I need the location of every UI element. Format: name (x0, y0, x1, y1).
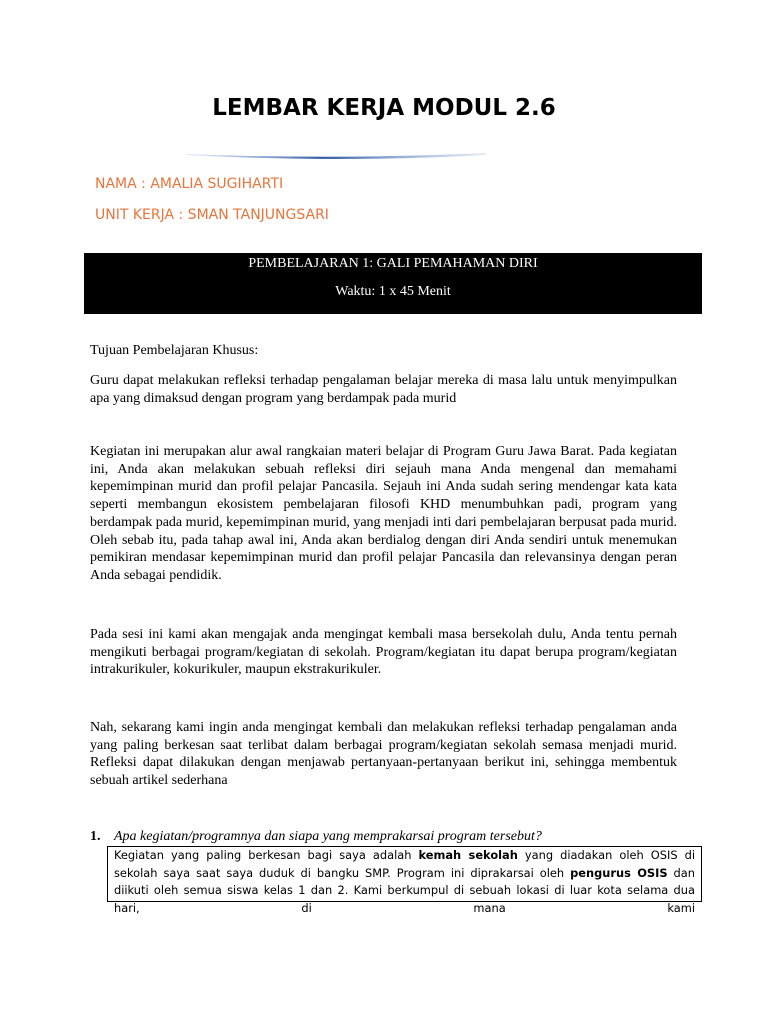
question-number: 1. (90, 829, 101, 844)
paragraph-session: Pada sesi ini kami akan mengajak anda mengingat kembali masa bersekolah dulu, Anda tentu pernah mengikuti berbagai program/kegiatan di sekolah. Program/kegiatan itu dapat berupa program/kegiatan intrakurikuler, kokurikuler, maupun ekstrakurikuler. (90, 627, 677, 678)
title-divider (186, 150, 486, 164)
answer-box (107, 846, 702, 915)
paragraph-reflection: Nah, sekarang kami ingin anda mengingat kembali dan melakukan refleksi terhadap pengalaman anda yang paling berkesan saat terlibat dalam berbagai program/kegiatan sekolah semasa menjadi murid. Refleksi dapat dilakukan dengan menjawab pertanyaan-pertanyaan berikut ini, sehingga membentuk sebuah artikel sederhana (90, 720, 677, 789)
objective-text: Guru dapat melakukan refleksi terhadap pengalaman belajar mereka di masa lalu untuk menyimpulkan apa yang dimaksud dengan program yang berdampak pada murid (90, 373, 677, 406)
work-unit: UNIT KERJA : SMAN TANJUNGSARI (95, 207, 329, 223)
question-1 (90, 829, 690, 845)
lesson-banner (84, 253, 702, 314)
objective-label: Tujuan Pembelajaran Khusus: (90, 343, 259, 358)
answer-text-2: yang diadakan oleh OSIS di sekolah saya saat saya duduk di bangku SMP. Program ini diprakarsai oleh (114, 848, 695, 880)
lesson-time: Waktu: 1 x 45 Menit (335, 284, 451, 299)
document-title: LEMBAR KERJA MODUL 2.6 (212, 95, 556, 121)
answer-bold-2: pengurus OSIS (570, 865, 668, 880)
author-name: NAMA : AMALIA SUGIHARTI (95, 176, 284, 192)
question-text: Apa kegiatan/programnya dan siapa yang memprakarsai program tersebut? (114, 829, 542, 844)
paragraph-intro: Kegiatan ini merupakan alur awal rangkaian materi belajar di Program Guru Jawa Barat. Pada kegiatan ini, Anda akan melakukan sebuah refleksi diri sejauh mana Anda mengenal dan memahami kepemimpinan murid dan profil pelajar Pancasila. Sejauh ini Anda sudah sering mendengar kata kata seperti membangun ekosistem pembelajaran filosofi KHD menumbuhkan padi, program yang berdampak pada murid, kepemimpinan murid, yang menjadi inti dari pembelajaran berpusat pada murid. Oleh sebab itu, pada tahap awal ini, Anda akan berdialog dengan diri Anda sendiri untuk menemukan pemikiran mendasar kepemimpinan murid dan profil pelajar Pancasila dan relevansinya dengan peran Anda sebagai pendidik. (90, 444, 677, 583)
lesson-heading: PEMBELAJARAN 1: GALI PEMAHAMAN DIRI (248, 256, 538, 271)
answer-bold-1: kemah sekolah (418, 848, 518, 862)
answer-text-1: Kegiatan yang paling berkesan bagi saya adalah (114, 848, 419, 862)
answer-text-3: dan diikuti oleh semua siswa kelas 1 dan 2. Kami berkumpul di sebuah lokasi di luar kota selama dua hari, di mana kami (114, 865, 695, 915)
